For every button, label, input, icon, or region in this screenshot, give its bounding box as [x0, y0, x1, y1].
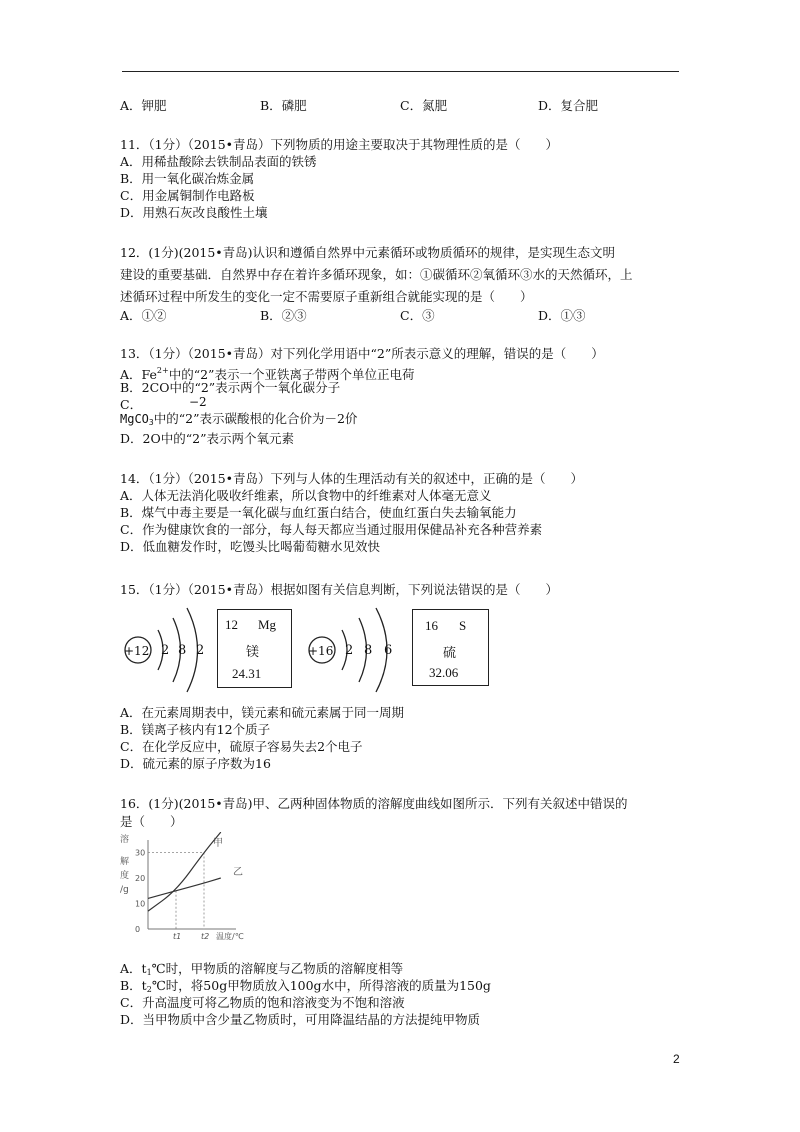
xlabel: 温度/℃: [216, 932, 244, 941]
series-yi-label: 乙: [233, 867, 243, 878]
mg-name: 镁: [246, 644, 260, 659]
q13-charge-label: −2: [189, 395, 207, 409]
q14-option-b: B．煤气中毒主要是一氧化碳与血红蛋白结合，使血红蛋白失去输氧能力: [120, 505, 517, 520]
q16-option-c: C．升高温度可将乙物质的饱和溶液变为不饱和溶液: [120, 995, 405, 1010]
s-symbol: S: [459, 618, 467, 633]
ytick-label: 30: [135, 848, 146, 858]
mgco3-formula: MgCO$_3$: [120, 412, 154, 427]
q12-option-b: B．②③: [260, 308, 307, 323]
q15-option-d: D．硫元素的原子序数为16: [120, 756, 271, 771]
q12-option-a: A．①②: [120, 308, 167, 323]
mg-shell-3: 2: [196, 643, 205, 658]
q11-option-d: D．用熟石灰改良酸性土壤: [120, 205, 268, 220]
xtick-label: t2: [201, 932, 210, 941]
q16-option-a: A．$t_1℃$时，甲物质的溶解度与乙物质的溶解度相等: [120, 961, 404, 977]
q15-option-c: C．在化学反应中，硫原子容易失去2个电子: [120, 739, 363, 754]
q15-option-a: A．在元素周期表中，镁元素和硫元素属于同一周期: [120, 705, 405, 720]
q12-stem-line2: 建设的重要基础．自然界中存在着许多循环现象，如：①碳循环②氧循环③水的天然循环，上: [120, 267, 633, 282]
q13-option-c-label: C．: [120, 397, 143, 412]
q11-option-b: B．用一氧化碳冶炼金属: [120, 171, 255, 186]
q15-option-b: B．镁离子核内有12个质子: [120, 722, 271, 737]
q10-option-b: B．磷肥: [260, 98, 307, 113]
page-number: 2: [673, 1052, 680, 1066]
mg-symbol: Mg: [258, 617, 277, 632]
q12-stem-line1: 12．(1分)(2015•青岛)认识和遵循自然界中元素循环或物质循环的规律，是实现生态文明: [120, 245, 616, 260]
s-shell-1: 2: [345, 643, 354, 658]
q13-option-a: A．$Fe^{2+}$中的“2”表示一个亚铁离子带两个单位正电荷: [120, 366, 415, 382]
ylabel-char-3: 度: [120, 871, 130, 881]
q11-option-c: C．用金属铜制作电路板: [120, 188, 255, 203]
q16-option-d: D．当甲物质中含少量乙物质时，可用降温结晶的方法提纯甲物质: [120, 1012, 481, 1027]
ylabel-char-2: 解: [120, 857, 130, 867]
q10-option-c: C．氮肥: [400, 98, 448, 113]
q12-option-c: C．③: [400, 308, 435, 323]
s-shell-3: 6: [384, 643, 393, 658]
s-element-card: [412, 609, 489, 686]
mg-nucleus-label: +12: [124, 644, 150, 658]
q12-stem-line3: 述循环过程中所发生的变化一定不需要原子重新组合就能实现的是（ ）: [120, 289, 533, 304]
ytick-label: 0: [135, 925, 141, 934]
q10-option-d: D．复合肥: [538, 98, 599, 113]
q14-option-a: A．人体无法消化吸收纤维素，所以食物中的纤维素对人体毫无意义: [120, 488, 492, 503]
mg-element-card: [217, 609, 292, 688]
s-nucleus-label: +16: [308, 644, 334, 658]
q13-stem: 13．（1分）（2015•青岛）对下列化学用语中“2”所表示意义的理解，错误的是（ ）: [120, 346, 604, 361]
ylabel-char-4: /g: [120, 885, 129, 895]
q14-stem: 14．（1分）（2015•青岛）下列与人体的生理活动有关的叙述中，正确的是（ ）: [120, 471, 584, 486]
q16-stem-line1: 16．(1分)(2015•青岛)甲、乙两种固体物质的溶解度曲线如图所示．下列有关叙述中错误的: [120, 796, 628, 811]
q11-option-a: A．用稀盐酸除去铁制品表面的铁锈: [120, 154, 317, 169]
mg-shell-2: 8: [178, 643, 187, 658]
ylabel-char-1: 溶: [120, 835, 130, 845]
header-rule: [122, 71, 679, 72]
q14-option-d: D．低血糖发作时，吃馒头比喝葡萄糖水见效快: [120, 539, 381, 554]
q15-stem: 15．（1分）（2015•青岛）根据如图有关信息判断，下列说法错误的是（ ）: [120, 582, 559, 597]
q16-option-b: B．$t_2℃$时，将50g甲物质放入100g水中，所得溶液的质量为150g: [120, 978, 491, 994]
q13-option-c: MgCO$_3$中的“2”表示碳酸根的化合价为－2价: [120, 411, 358, 427]
mg-atomic-mass: 24.31: [232, 666, 262, 681]
mg-atomic-number: 12: [225, 617, 238, 632]
q13-option-b: B．2CO中的“2”表示两个一氧化碳分子: [120, 380, 341, 395]
xtick-label: t1: [173, 932, 182, 941]
s-name: 硫: [443, 645, 457, 660]
s-atomic-number: 16: [425, 618, 438, 633]
s-shell-2: 8: [364, 643, 373, 658]
s-atomic-mass: 32.06: [429, 665, 459, 680]
curve-jia: [148, 832, 221, 911]
series-jia-label: 甲: [213, 838, 223, 849]
q16-stem-line2: 是（ ）: [120, 814, 183, 829]
mg-shell-1: 2: [161, 643, 170, 658]
q11-stem: 11．（1分）（2015•青岛）下列物质的用途主要取决于其物理性质的是（ ）: [120, 137, 559, 152]
curve-yi: [148, 878, 221, 898]
ytick-label: 10: [135, 899, 146, 909]
q12-option-d: D．①③: [538, 308, 586, 323]
q13-option-d: D．2O中的“2”表示两个氧元素: [120, 431, 294, 446]
solubility-chart: [118, 832, 268, 942]
q10-option-a: A．钾肥: [120, 98, 167, 113]
ytick-label: 20: [135, 874, 146, 883]
q14-option-c: C．作为健康饮食的一部分，每人每天都应当通过服用保健品补充各种营养素: [120, 522, 543, 537]
